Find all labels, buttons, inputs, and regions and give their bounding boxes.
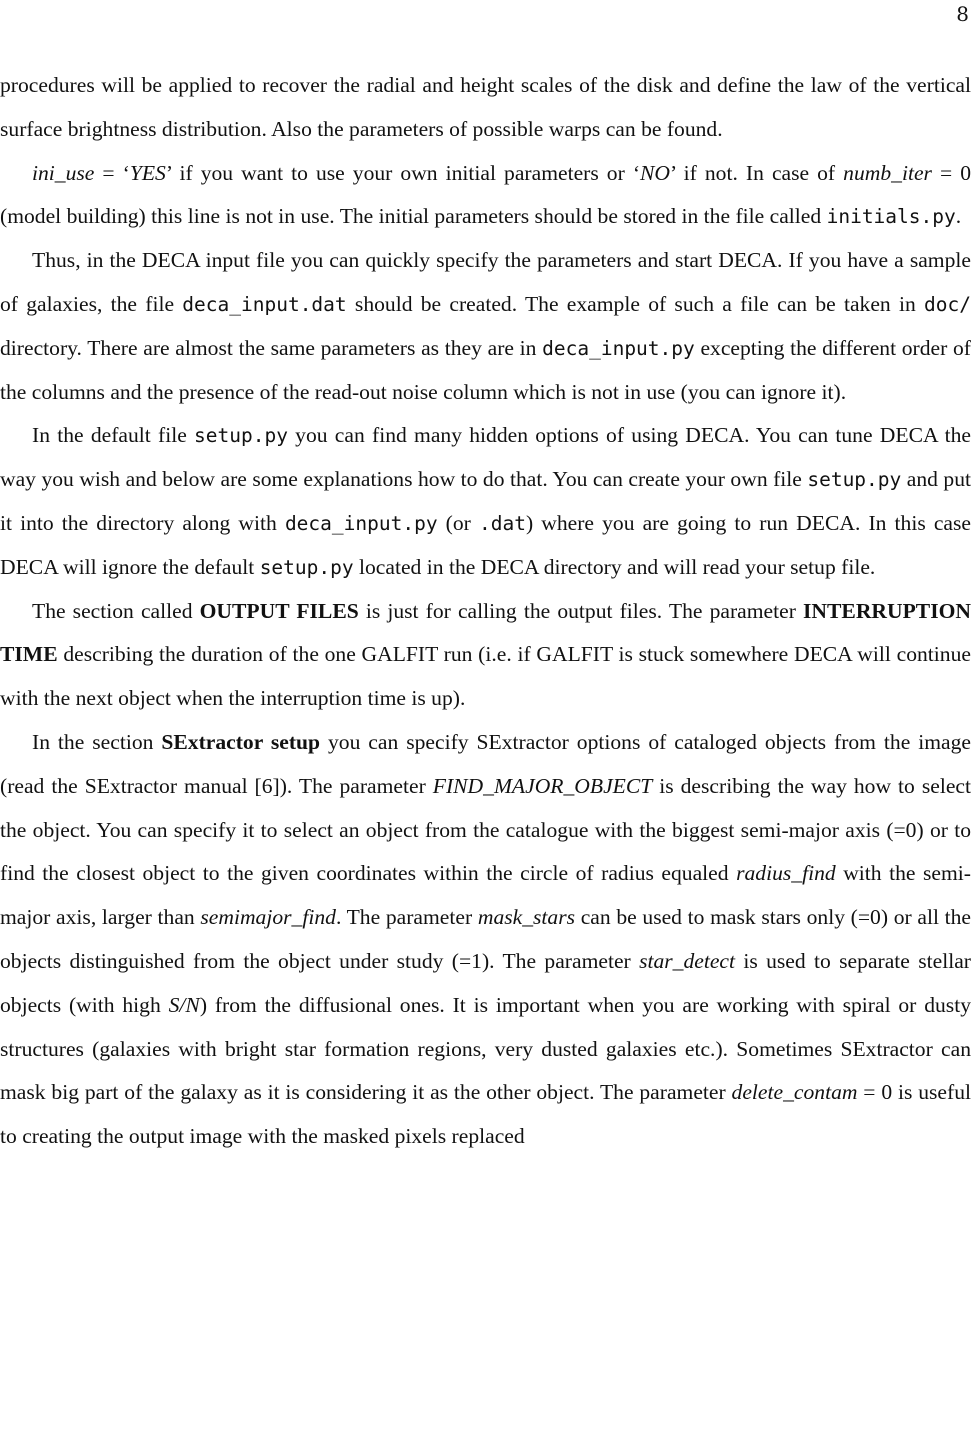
code-filename: .dat bbox=[478, 511, 526, 535]
text-run: ’ if you want to use your own initial parameters or ‘ bbox=[165, 160, 641, 185]
text-run: directory. There are almost the same parameters as they are in bbox=[0, 335, 543, 360]
math-parameter: mask_stars bbox=[477, 905, 576, 930]
paragraph-continuation bbox=[0, 64, 971, 152]
text-run: excepting the different order of the columns and the presence of the read-out noise column which is not in use (you can ignore it). bbox=[0, 335, 971, 404]
text-run: you can find many hidden options of using DECA. You can tune DECA the way you wish and below are some explanations how to do that. You can create your own file bbox=[0, 423, 971, 492]
math-parameter: radius_find bbox=[736, 861, 836, 886]
text-run: can be used to mask stars only (=0) or all the objects distinguished from the object under study (=1). The parameter bbox=[0, 905, 971, 973]
paragraph-ini-use bbox=[0, 152, 971, 240]
text-run: located in the DECA directory and will read your setup file. bbox=[353, 554, 876, 579]
text-run: should be created. The example of such a file can be taken in bbox=[346, 291, 925, 316]
text-run: . bbox=[955, 204, 962, 229]
math-parameter: NO bbox=[640, 160, 671, 185]
text-run: = 0 (model building) this line is not in use. The initial parameters should be stored in the file called bbox=[0, 160, 971, 229]
text-run: ) where you are going to run DECA. In this case DECA will ignore the default bbox=[0, 510, 971, 579]
text-run: = ‘ bbox=[94, 160, 130, 185]
text-run: is just for calling the output files. The parameter bbox=[358, 598, 804, 623]
document-body bbox=[0, 64, 971, 1159]
text-run: ) from the diffusional ones. It is important when you are working with spiral or dusty structures (galaxies with bright star formation regions, very dusted galaxies etc.). Sometimes SExtractor can mask big part of the galaxy as it is considering it as the other object. The parameter bbox=[0, 992, 971, 1105]
text-run: procedures will be applied to recover the radial and height scales of the disk and define the law of the vertical surface brightness distribution. Also the parameters of possible warps can be found. bbox=[0, 73, 971, 141]
paragraph-input-file bbox=[0, 239, 971, 414]
math-parameter: ini_use bbox=[32, 160, 95, 185]
paragraph-setup-file bbox=[0, 414, 971, 589]
text-run: ’ if not. In case of bbox=[670, 160, 844, 185]
math-parameter: star_detect bbox=[639, 948, 736, 973]
math-parameter: numb_iter bbox=[843, 160, 932, 185]
code-filename: doc/ bbox=[924, 292, 971, 316]
text-run: In the section bbox=[32, 729, 162, 754]
math-parameter: semimajor_find bbox=[200, 905, 336, 930]
code-filename: deca_input.py bbox=[284, 511, 438, 535]
text-run: with the semi-major axis, larger than bbox=[0, 861, 971, 930]
math-parameter: S/N bbox=[168, 992, 200, 1017]
bold-section-name: OUTPUT FILES bbox=[199, 598, 359, 623]
page-number: 8 bbox=[956, 2, 969, 26]
bold-section-name: SExtractor setup bbox=[161, 729, 321, 754]
code-filename: initials.py bbox=[826, 205, 956, 229]
code-filename: setup.py bbox=[807, 468, 902, 492]
text-run: you can specify SExtractor options of cataloged objects from the image (read the SExtractor manual [6]). The parameter bbox=[0, 729, 971, 798]
text-run: and put it into the directory along with bbox=[0, 467, 971, 535]
code-filename: deca_input.py bbox=[542, 336, 695, 360]
math-parameter: FIND_MAJOR_OBJECT bbox=[432, 773, 653, 798]
text-run: describing the duration of the one GALFIT run (i.e. if GALFIT is stuck somewhere DECA will continue with the next object when the interruption time is up). bbox=[0, 642, 971, 711]
code-filename: setup.py bbox=[259, 555, 354, 579]
math-parameter: YES bbox=[129, 160, 166, 185]
text-run: The section called bbox=[32, 598, 200, 623]
text-run: Thus, in the DECA input file you can quickly specify the parameters and start DECA. If you have a sample of galaxies, the file bbox=[0, 248, 971, 316]
math-parameter: delete_contam bbox=[731, 1080, 858, 1105]
text-run: (or bbox=[437, 510, 479, 535]
code-filename: setup.py bbox=[194, 424, 288, 448]
text-run: In the default file bbox=[32, 423, 195, 448]
text-run: = 0 is useful to creating the output image with the masked pixels replaced bbox=[0, 1080, 971, 1149]
text-run: . The parameter bbox=[335, 905, 478, 930]
paragraph-output-files bbox=[0, 590, 971, 721]
text-run: is describing the way how to select the object. You can specify it to select an object from the catalogue with the biggest semi-major axis (=0) or to find the closest object to the given coordinates within the circle of radius equaled bbox=[0, 773, 971, 886]
paragraph-sextractor-setup bbox=[0, 721, 971, 1159]
bold-section-name: INTERRUPTION TIME bbox=[0, 598, 971, 667]
text-run: is used to separate stellar objects (with high bbox=[0, 948, 971, 1017]
code-filename: deca_input.dat bbox=[182, 292, 347, 316]
